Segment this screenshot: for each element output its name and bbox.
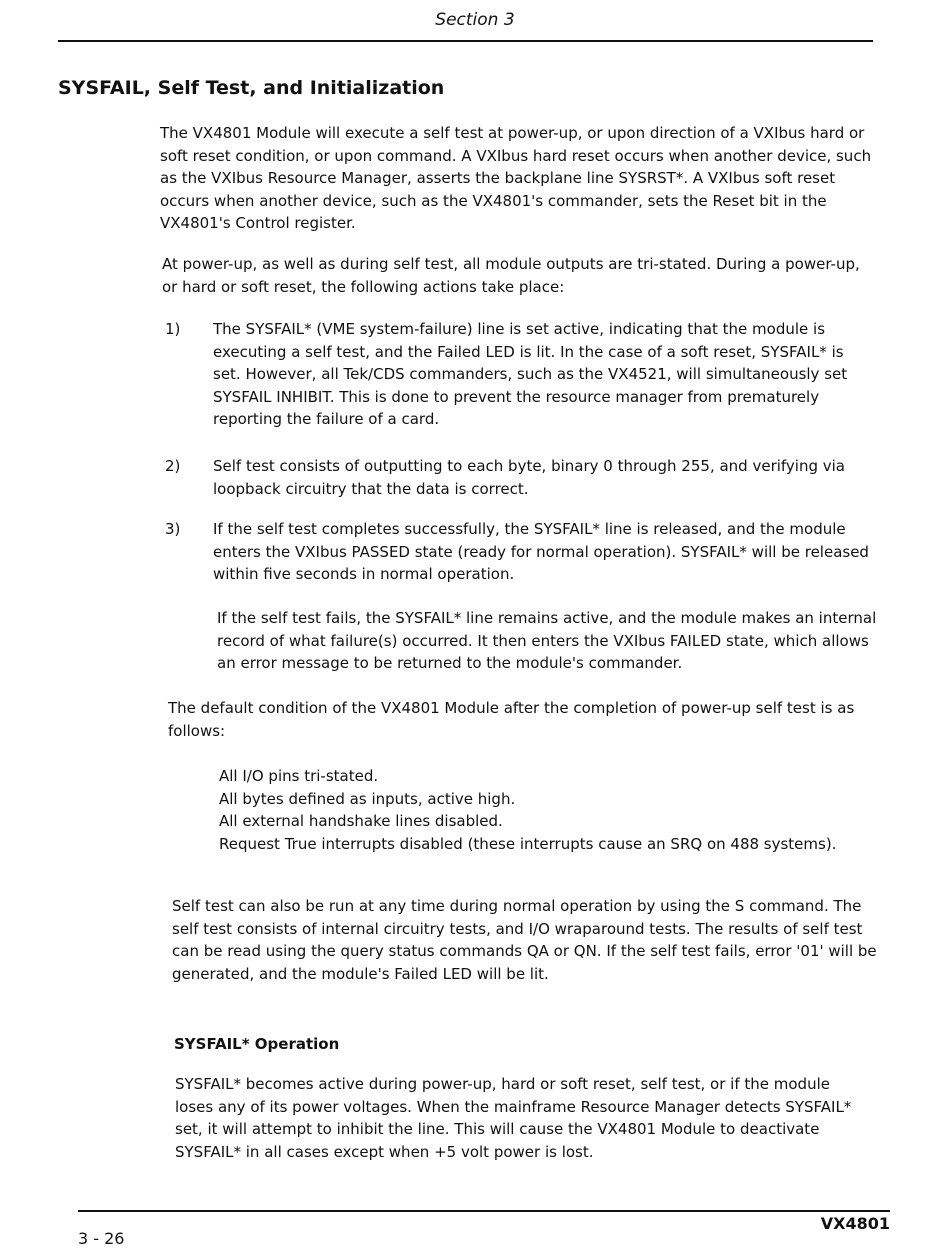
subsection-heading: SYSFAIL* Operation <box>174 1035 340 1053</box>
header-rule <box>58 40 873 42</box>
default-condition-item: All I/O pins tri-stated. <box>219 767 379 785</box>
list-item-continuation: If the self test fails, the SYSFAIL* line remains active, and the module makes an internal record of what failure(s) occurred. It then enters the VXIbus FAILED state, which allows an error message to be returned to the module's commander. <box>217 609 877 672</box>
list-item-text: If the self test completes successfully, the SYSFAIL* line is released, and the module enters the VXIbus PASSED state (ready for normal operation). SYSFAIL* will be released within five seconds in normal operation. <box>213 520 869 583</box>
page-number: 3 - 26 <box>78 1229 125 1248</box>
page-title: SYSFAIL, Self Test, and Initialization <box>58 77 445 99</box>
self-test-paragraph: Self test can also be run at any time during normal operation by using the S command. The self test consists of internal circuitry tests, and I/O wraparound tests. The results of self test can be read using the query status commands QA or QN. If the self test fails, error '01' will be generated, and the module's Failed LED will be lit. <box>172 897 877 983</box>
default-condition-item: All bytes defined as inputs, active high. <box>219 789 516 808</box>
list-item-number: 1) <box>165 320 181 338</box>
list-item-number: 2) <box>165 457 181 475</box>
default-condition-item: Request True interrupts disabled (these interrupts cause an SRQ on 488 systems). <box>219 834 837 853</box>
default-conditions-list <box>219 765 839 855</box>
footer-rule <box>78 1210 890 1212</box>
list-item-number: 3) <box>165 520 181 538</box>
list-item-text: Self test consists of outputting to each byte, binary 0 through 255, and verifying via loopback circuitry that the data is correct. <box>213 457 845 498</box>
section-header: Section 3 <box>435 10 515 30</box>
default-condition-paragraph: The default condition of the VX4801 Module after the completion of power-up self test is as follows: <box>168 699 855 740</box>
sysfail-operation-paragraph: SYSFAIL* becomes active during power-up, hard or soft reset, self test, or if the module loses any of its power voltages. When the mainframe Resource Manager detects SYSFAIL* set, it will attempt to inhibit the line. This will cause the VX4801 Module to deactivate SYSFAIL* in all cases except when +5 volt power is lost. <box>175 1075 852 1161</box>
list-item-text: The SYSFAIL* (VME system-failure) line is set active, indicating that the module is executing a self test, and the Failed LED is lit. In the case of a soft reset, SYSFAIL* is set. However, all Tek/CDS commanders, such as the VX4521, will simultaneously set SYSFAIL INHIBIT. This is done to prevent the resource manager from prematurely reporting the failure of a card. <box>213 320 848 428</box>
product-name: VX4801 <box>820 1214 890 1233</box>
default-condition-item: All external handshake lines disabled. <box>219 812 503 830</box>
powerup-paragraph: At power-up, as well as during self test, all module outputs are tri-stated. During a power-up, or hard or soft reset, the following actions take place: <box>162 255 860 296</box>
intro-paragraph: The VX4801 Module will execute a self test at power-up, or upon direction of a VXIbus hard or soft reset condition, or upon command. A VXIbus hard reset occurs when another device, such as the VXIbus Resource Manager, asserts the backplane line SYSRST*. A VXIbus soft reset occurs when another device, such as the VX4801's commander, sets the Reset bit in the VX4801's Control register. <box>160 124 872 232</box>
